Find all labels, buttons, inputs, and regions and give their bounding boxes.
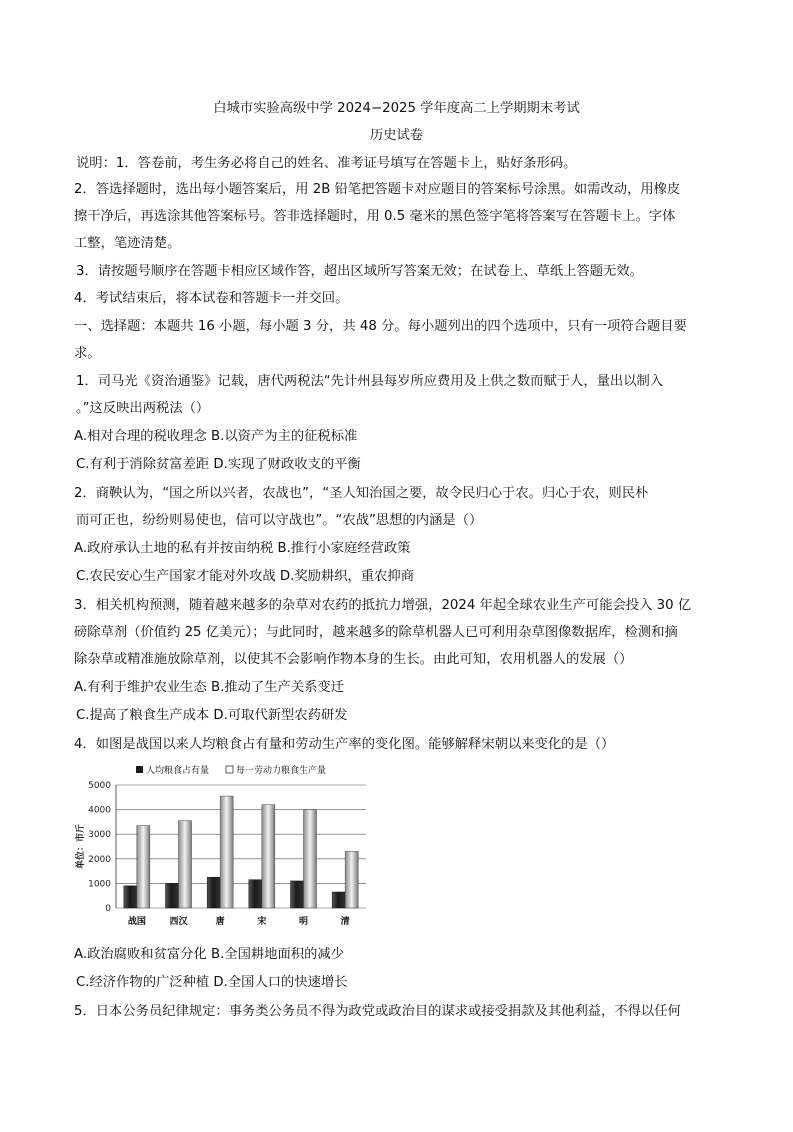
legend-swatch-2 <box>226 766 233 773</box>
bar-人均粮食占有量 <box>291 881 304 908</box>
y-tick-label: 1000 <box>88 879 111 890</box>
bar-每一劳动力粮食生产量 <box>345 851 358 908</box>
y-tick-label: 0 <box>105 904 111 914</box>
question-3-options: C.提高了粮食生产成本 D.可取代新型农药研发 <box>76 708 348 723</box>
x-tick-label: 战国 <box>127 917 146 927</box>
question-3-options: A.有利于维护农业生态 B.推动了生产关系变迁 <box>74 680 345 695</box>
section-heading: 一、选择题：本题共 16 小题，每小题 3 分，共 48 分。每小题列出的四个选项中，只有一项符合题目要 <box>74 319 687 334</box>
bar-人均粮食占有量 <box>124 886 137 908</box>
y-axis-label: 单位：市斤 <box>76 823 86 870</box>
instruction-line: 2．答选择题时，选出每小题答案后，用 2B 铅笔把答题卡对应题目的答案标号涂黑。如需改动，用橡皮 <box>74 182 681 197</box>
question-2-options: C.农民安心生产国家才能对外攻战 D.奖励耕织，重农抑商 <box>76 569 415 584</box>
question-1-options: A.相对合理的税收理念 B.以资产为主的征税标准 <box>74 429 358 444</box>
bar-人均粮食占有量 <box>249 880 262 908</box>
instruction-line: 4．考试结束后，将本试卷和答题卡一并交回。 <box>74 291 349 306</box>
legend-swatch-1 <box>136 766 143 773</box>
question-2-stem: 2．商鞅认为，“国之所以兴者，农战也”，“圣人知治国之要，故令民归心于农。归心于农，则民朴 <box>74 486 649 501</box>
bar-每一劳动力粮食生产量 <box>179 821 192 908</box>
y-tick-label: 3000 <box>88 830 111 841</box>
bar-人均粮食占有量 <box>332 892 345 908</box>
y-tick-label: 4000 <box>88 805 111 816</box>
question-1-stem: 。”这反映出两税法（） <box>76 401 210 416</box>
question-1-options: C.有利于消除贫富差距 D.实现了财政收支的平衡 <box>76 457 361 472</box>
bar-人均粮食占有量 <box>166 883 179 908</box>
x-tick-label: 宋 <box>257 917 267 927</box>
bar-每一劳动力粮食生产量 <box>137 826 150 908</box>
exam-subtitle: 历史试卷 <box>369 128 424 143</box>
bar-人均粮食占有量 <box>207 877 220 908</box>
question-4-options: A.政治腐败和贫富分化 B.全国耕地面积的减少 <box>74 947 345 962</box>
y-tick-label: 5000 <box>88 781 111 791</box>
instruction-line: 说明：1．答卷前，考生务必将自己的姓名、准考证号填写在答题卡上，贴好条形码。 <box>76 156 577 171</box>
instruction-line: 工整，笔迹清楚。 <box>74 236 181 251</box>
bar-每一劳动力粮食生产量 <box>220 796 233 908</box>
instruction-line: 3．请按题号顺序在答题卡相应区域作答，超出区域所写答案无效；在试卷上、草纸上答题无效。 <box>76 264 643 279</box>
section-heading: 求。 <box>74 346 101 361</box>
grain-chart <box>74 760 374 930</box>
question-2-options: A.政府承认土地的私有并按亩纳税 B.推行小家庭经营政策 <box>74 541 411 556</box>
x-tick-label: 西汉 <box>169 917 188 927</box>
legend-label-2: 每一劳动力粮食生产量 <box>236 766 327 776</box>
instruction-line: 擦干净后，再选涂其他答案标号。答非选择题时，用 0.5 毫米的黑色签字笔将答案写在答题卡上。字体 <box>74 209 676 224</box>
x-tick-label: 唐 <box>215 917 225 927</box>
question-3-stem: 3．相关机构预测，随着越来越多的杂草对农药的抵抗力增强，2024 年起全球农业生产可能会投入 30 亿 <box>74 598 692 613</box>
exam-title: 白城市实验高级中学 2024−2025 学年度高二上学期期末考试 <box>213 101 580 116</box>
question-4-options: C.经济作物的广泛种植 D.全国人口的快速增长 <box>76 975 348 990</box>
legend-label-1: 人均粮食占有量 <box>146 766 210 776</box>
y-tick-label: 2000 <box>88 854 111 865</box>
question-1-stem: 1．司马光《资治通鉴》记载，唐代两税法“先计州县每岁所应费用及上供之数而赋于人，量出以制入 <box>76 374 664 389</box>
question-2-stem: 而可正也，纷纷则易使也，信可以守战也”。“农战”思想的内涵是（） <box>76 513 483 528</box>
question-5-stem: 5．日本公务员纪律规定：事务类公务员不得为政党或政治目的谋求或接受捐款及其他利益，不得以任何 <box>74 1004 681 1019</box>
bar-每一劳动力粮食生产量 <box>304 810 317 908</box>
grain-chart-svg <box>74 760 374 930</box>
x-tick-label: 明 <box>298 917 309 927</box>
question-3-stem: 磅除草剂（价值约 25 亿美元）；与此同时，越来越多的除草机器人已可利用杂草图像数据库，检测和摘 <box>74 625 678 640</box>
question-4-stem: 4．如图是战国以来人均粮食占有量和劳动生产率的变化图。能够解释宋朝以来变化的是（） <box>74 737 615 752</box>
question-3-stem: 除杂草或精准施放除草剂，以使其不会影响作物本身的生长。由此可知，农用机器人的发展（） <box>74 652 633 667</box>
bar-每一劳动力粮食生产量 <box>262 805 275 908</box>
x-tick-label: 清 <box>340 917 350 927</box>
